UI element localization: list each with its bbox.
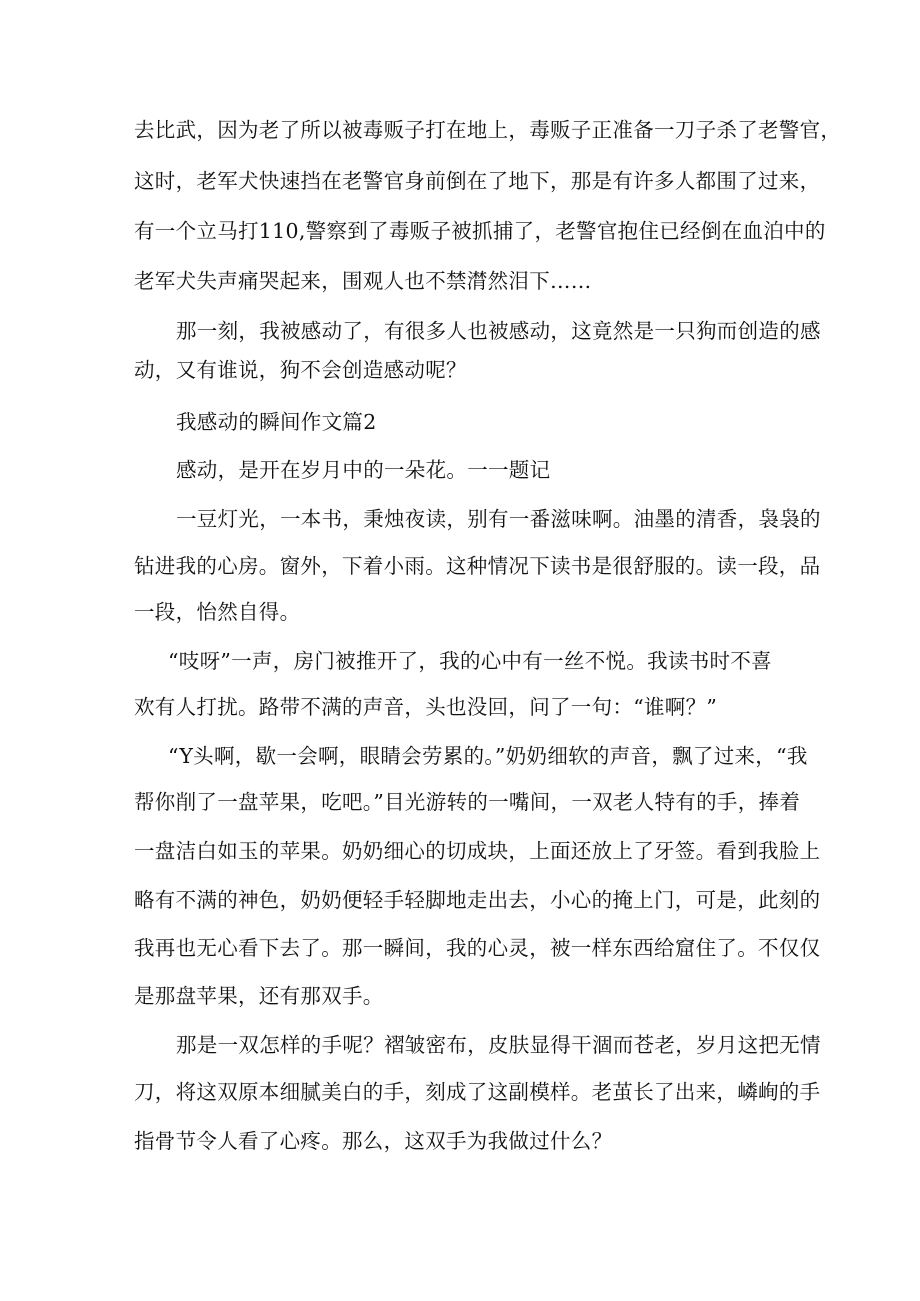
text-line: 帮你削了一盘苹果，吃吧。”目光游转的一嘴间，一双老人特有的手，捧着 bbox=[134, 790, 801, 814]
text-line: 我再也无心看下去了。那一瞬间，我的心灵，被一样东西给窟住了。不仅仅 bbox=[134, 936, 821, 960]
text-line: 指骨节令人看了心疼。那么，这双手为我做过什么？ bbox=[134, 1129, 613, 1153]
text-line: 钻进我的心房。窗外，下着小雨。这种情况下读书是很舒服的。读一段，品 bbox=[134, 554, 821, 578]
text-line: 一盘洁白如玉的苹果。奶奶细心的切成块，上面还放上了牙签。看到我脸上 bbox=[134, 839, 821, 863]
text-line: 有一个立马打110,警察到了毒贩子被抓捕了，老警官抱住已经倒在血泊中的 bbox=[134, 219, 826, 243]
text-line: 是那盘苹果，还有那双手。 bbox=[134, 984, 384, 1008]
text-line: 刀，将这双原本细腻美白的手，刻成了这副模样。老茧长了出来，嶙峋的手 bbox=[134, 1080, 821, 1104]
epigraph: 感动，是开在岁月中的一朵花。一一题记 bbox=[176, 458, 551, 482]
text-line: 一豆灯光，一本书，秉烛夜读，别有一番滋味啊。油墨的清香，袅袅的 bbox=[176, 507, 821, 531]
text-line: 去比武，因为老了所以被毒贩子打在地上，毒贩子正准备一刀子杀了老警官， bbox=[134, 118, 842, 142]
text-line: 这时，老军犬快速挡在老警官身前倒在了地下，那是有许多人都围了过来， bbox=[134, 169, 821, 193]
section-heading: 我感动的瞬间作文篇2 bbox=[176, 410, 377, 434]
text-line: “Y头啊，歇一会啊，眼睛会劳累的。”奶奶细软的声音，飘了过来，“我 bbox=[168, 744, 808, 768]
text-line: 欢有人打扰。路带不满的声音，头也没回，问了一句：“谁啊？” bbox=[134, 695, 718, 719]
text-line: “吱呀”一声，房门被推开了，我的心中有一丝不悦。我读书时不喜 bbox=[168, 649, 772, 673]
text-line: 那一刻，我被感动了，有很多人也被感动，这竟然是一只狗而创造的感 bbox=[176, 319, 821, 343]
text-line: 一段，怡然自得。 bbox=[134, 600, 301, 624]
text-line: 老军犬失声痛哭起来，围观人也不禁潸然泪下…… bbox=[134, 269, 592, 293]
text-line: 那是一双怎样的手呢？褶皱密布，皮肤显得干涸而苍老，岁月这把无情 bbox=[176, 1033, 821, 1057]
text-line: 略有不满的神色，奶奶便轻手轻脚地走出去，小心的掩上门，可是，此刻的 bbox=[134, 888, 821, 912]
text-line: 动，又有谁说，狗不会创造感动呢？ bbox=[134, 358, 467, 382]
